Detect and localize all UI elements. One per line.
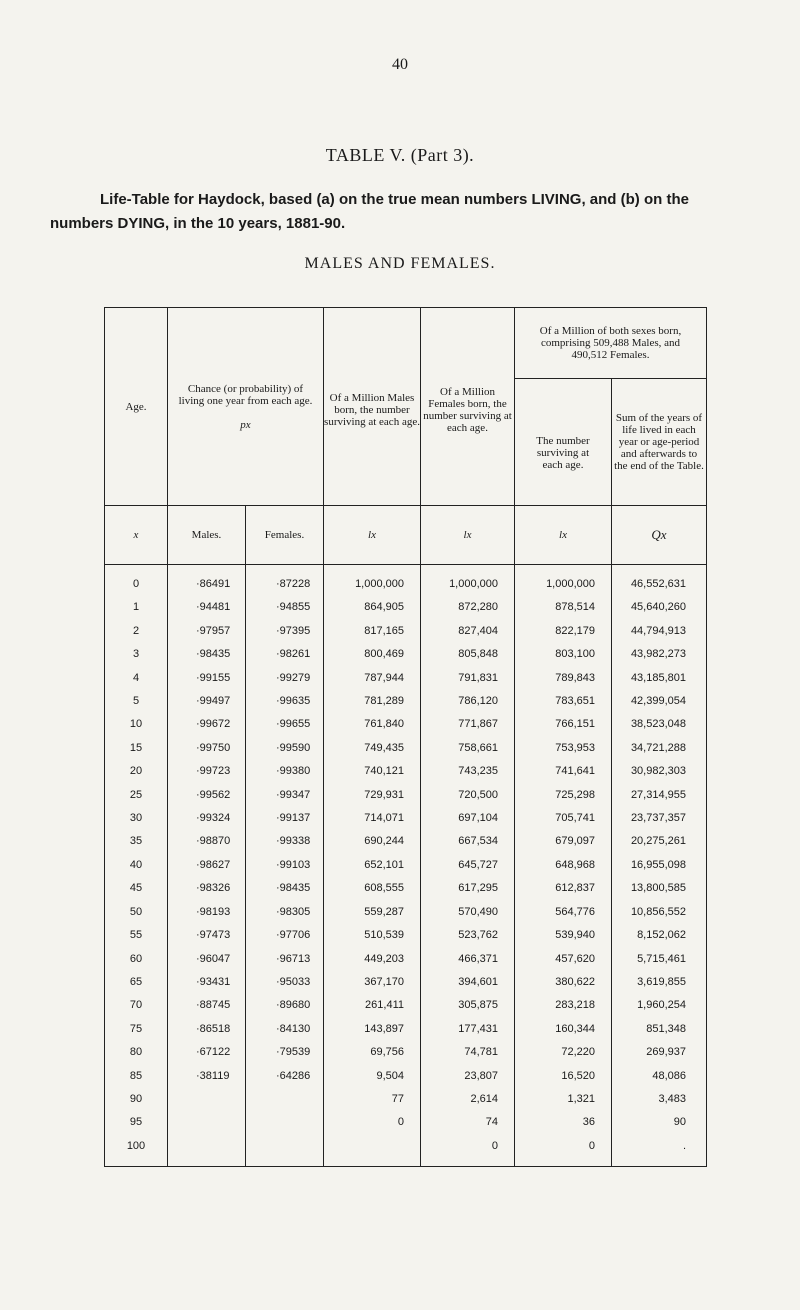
cell-survivors-males: 740,121 — [324, 760, 421, 783]
cell-chance-males: ·99497 — [168, 690, 246, 713]
cell-sum-years: 34,721,288 — [612, 737, 707, 760]
cell-chance-males: ·67122 — [168, 1041, 246, 1064]
cell-chance-males: ·86518 — [168, 1018, 246, 1041]
cell-age: 4 — [105, 667, 168, 690]
cell-age: 2 — [105, 620, 168, 643]
cell-survivors-both: 705,741 — [515, 807, 612, 830]
cell-age: 70 — [105, 994, 168, 1017]
cell-survivors-both: 725,298 — [515, 784, 612, 807]
cell-survivors-females: 74 — [421, 1111, 515, 1134]
cell-survivors-females: 771,867 — [421, 713, 515, 736]
cell-survivors-males: 1,000,000 — [324, 565, 421, 597]
cell-chance-males: ·98193 — [168, 901, 246, 924]
cell-survivors-males: 510,539 — [324, 924, 421, 947]
cell-chance-males: ·88745 — [168, 994, 246, 1017]
cell-age: 0 — [105, 565, 168, 597]
cell-sum-years: 16,955,098 — [612, 854, 707, 877]
cell-survivors-females: 667,534 — [421, 830, 515, 853]
cell-survivors-males — [324, 1135, 421, 1167]
cell-survivors-both: 72,220 — [515, 1041, 612, 1064]
header-symbol-x: x — [105, 506, 168, 565]
cell-chance-females: ·79539 — [246, 1041, 324, 1064]
table-row — [105, 948, 707, 971]
table-row — [105, 971, 707, 994]
cell-sum-years: 30,982,303 — [612, 760, 707, 783]
cell-sum-years: 48,086 — [612, 1065, 707, 1088]
cell-survivors-males: 9,504 — [324, 1065, 421, 1088]
cell-age: 30 — [105, 807, 168, 830]
table-row — [105, 1041, 707, 1064]
cell-chance-males: ·97957 — [168, 620, 246, 643]
cell-chance-males: ·99562 — [168, 784, 246, 807]
cell-chance-females: ·99590 — [246, 737, 324, 760]
section-heading: MALES AND FEMALES. — [304, 255, 496, 272]
header-females-million: Of a Million Females born, the number surviving at each age. — [421, 308, 515, 506]
cell-sum-years: 38,523,048 — [612, 713, 707, 736]
table-row — [105, 690, 707, 713]
cell-chance-males: ·97473 — [168, 924, 246, 947]
cell-chance-males: ·98870 — [168, 830, 246, 853]
cell-survivors-males: 367,170 — [324, 971, 421, 994]
cell-chance-females — [246, 1111, 324, 1134]
cell-chance-females: ·95033 — [246, 971, 324, 994]
cell-chance-males: ·99750 — [168, 737, 246, 760]
cell-sum-years: 269,937 — [612, 1041, 707, 1064]
cell-chance-females — [246, 1135, 324, 1167]
cell-chance-females: ·64286 — [246, 1065, 324, 1088]
header-symbol-lx-females: lx — [421, 506, 515, 565]
cell-age: 90 — [105, 1088, 168, 1111]
cell-age: 3 — [105, 643, 168, 666]
cell-survivors-both: 36 — [515, 1111, 612, 1134]
cell-sum-years: 42,399,054 — [612, 690, 707, 713]
cell-survivors-males: 652,101 — [324, 854, 421, 877]
table-row — [105, 620, 707, 643]
cell-age: 35 — [105, 830, 168, 853]
cell-survivors-females: 786,120 — [421, 690, 515, 713]
cell-chance-females: ·89680 — [246, 994, 324, 1017]
cell-survivors-both: 878,514 — [515, 596, 612, 619]
cell-sum-years: 44,794,913 — [612, 620, 707, 643]
cell-sum-years: 20,275,261 — [612, 830, 707, 853]
cell-sum-years: 13,800,585 — [612, 877, 707, 900]
cell-survivors-both: 539,940 — [515, 924, 612, 947]
cell-sum-years: 1,960,254 — [612, 994, 707, 1017]
cell-chance-males — [168, 1111, 246, 1134]
cell-age: 65 — [105, 971, 168, 994]
cell-chance-females: ·99380 — [246, 760, 324, 783]
cell-chance-females: ·99347 — [246, 784, 324, 807]
header-chance — [168, 308, 324, 506]
cell-survivors-both: 0 — [515, 1135, 612, 1167]
table-row — [105, 737, 707, 760]
table-row — [105, 854, 707, 877]
cell-chance-females: ·99338 — [246, 830, 324, 853]
cell-chance-females: ·84130 — [246, 1018, 324, 1041]
cell-age: 20 — [105, 760, 168, 783]
cell-chance-males — [168, 1088, 246, 1111]
table-row — [105, 713, 707, 736]
cell-chance-males: ·93431 — [168, 971, 246, 994]
cell-chance-males: ·98627 — [168, 854, 246, 877]
cell-survivors-males: 714,071 — [324, 807, 421, 830]
cell-survivors-females: 2,614 — [421, 1088, 515, 1111]
cell-sum-years: 851,348 — [612, 1018, 707, 1041]
cell-chance-males: ·86491 — [168, 565, 246, 597]
table-title: TABLE V. (Part 3). — [325, 145, 475, 165]
cell-survivors-both: 1,321 — [515, 1088, 612, 1111]
cell-chance-females: ·99137 — [246, 807, 324, 830]
cell-survivors-both: 564,776 — [515, 901, 612, 924]
table-row — [105, 924, 707, 947]
cell-survivors-both: 803,100 — [515, 643, 612, 666]
cell-chance-females: ·98435 — [246, 877, 324, 900]
cell-survivors-females: 394,601 — [421, 971, 515, 994]
cell-chance-females: ·87228 — [246, 565, 324, 597]
cell-survivors-both: 283,218 — [515, 994, 612, 1017]
cell-age: 50 — [105, 901, 168, 924]
cell-chance-females: ·98305 — [246, 901, 324, 924]
table-row — [105, 596, 707, 619]
cell-age: 25 — [105, 784, 168, 807]
cell-sum-years: 23,737,357 — [612, 807, 707, 830]
cell-survivors-males: 729,931 — [324, 784, 421, 807]
cell-survivors-both: 753,953 — [515, 737, 612, 760]
cell-survivors-females: 617,295 — [421, 877, 515, 900]
cell-age: 15 — [105, 737, 168, 760]
cell-survivors-both: 766,151 — [515, 713, 612, 736]
cell-sum-years: 3,619,855 — [612, 971, 707, 994]
cell-survivors-females: 645,727 — [421, 854, 515, 877]
header-number-surviving: The number surviving at each age. — [515, 379, 612, 506]
cell-survivors-both: 380,622 — [515, 971, 612, 994]
cell-survivors-both: 783,651 — [515, 690, 612, 713]
table-row — [105, 565, 707, 597]
cell-age: 55 — [105, 924, 168, 947]
cell-survivors-females: 74,781 — [421, 1041, 515, 1064]
cell-chance-females: ·96713 — [246, 948, 324, 971]
cell-survivors-both: 679,097 — [515, 830, 612, 853]
table-row — [105, 1088, 707, 1111]
cell-chance-females: ·98261 — [246, 643, 324, 666]
cell-survivors-females: 827,404 — [421, 620, 515, 643]
table-subtitle: Life-Table for Haydock, based (a) on the true mean numbers LIVING, and (b) on the numbers DYING, in the 10 years, 1881-90. — [50, 191, 689, 232]
cell-chance-females: ·97706 — [246, 924, 324, 947]
cell-survivors-females: 743,235 — [421, 760, 515, 783]
table-row — [105, 1135, 707, 1167]
cell-survivors-males: 608,555 — [324, 877, 421, 900]
cell-survivors-males: 781,289 — [324, 690, 421, 713]
cell-survivors-females: 466,371 — [421, 948, 515, 971]
cell-survivors-females: 570,490 — [421, 901, 515, 924]
cell-chance-males: ·98435 — [168, 643, 246, 666]
cell-chance-females: ·99279 — [246, 667, 324, 690]
cell-age: 85 — [105, 1065, 168, 1088]
cell-survivors-females: 177,431 — [421, 1018, 515, 1041]
cell-age: 1 — [105, 596, 168, 619]
cell-chance-males: ·99672 — [168, 713, 246, 736]
cell-survivors-both: 648,968 — [515, 854, 612, 877]
cell-sum-years: . — [612, 1135, 707, 1167]
table-row — [105, 1065, 707, 1088]
table-row — [105, 643, 707, 666]
header-age: Age. — [105, 308, 168, 506]
cell-chance-males — [168, 1135, 246, 1167]
cell-survivors-females: 758,661 — [421, 737, 515, 760]
cell-survivors-females: 872,280 — [421, 596, 515, 619]
cell-survivors-males: 749,435 — [324, 737, 421, 760]
cell-survivors-females: 23,807 — [421, 1065, 515, 1088]
cell-survivors-both: 16,520 — [515, 1065, 612, 1088]
cell-survivors-females: 1,000,000 — [421, 565, 515, 597]
cell-age: 100 — [105, 1135, 168, 1167]
cell-age: 75 — [105, 1018, 168, 1041]
cell-survivors-females: 805,848 — [421, 643, 515, 666]
cell-sum-years: 46,552,631 — [612, 565, 707, 597]
cell-survivors-males: 800,469 — [324, 643, 421, 666]
cell-survivors-males: 817,165 — [324, 620, 421, 643]
cell-survivors-both: 457,620 — [515, 948, 612, 971]
table-row — [105, 830, 707, 853]
header-sum-years: Sum of the years of life lived in each year or age-period and afterwards to the end of the Table. — [612, 379, 707, 506]
cell-age: 95 — [105, 1111, 168, 1134]
table-row — [105, 877, 707, 900]
table-row — [105, 994, 707, 1017]
header-chance-symbol: px — [240, 418, 251, 431]
cell-survivors-males: 690,244 — [324, 830, 421, 853]
table-row — [105, 1018, 707, 1041]
table-row — [105, 760, 707, 783]
cell-chance-males: ·96047 — [168, 948, 246, 971]
cell-age: 45 — [105, 877, 168, 900]
cell-age: 10 — [105, 713, 168, 736]
cell-survivors-both: 612,837 — [515, 877, 612, 900]
cell-survivors-both: 789,843 — [515, 667, 612, 690]
cell-survivors-males: 787,944 — [324, 667, 421, 690]
cell-survivors-both: 160,344 — [515, 1018, 612, 1041]
cell-survivors-females: 720,500 — [421, 784, 515, 807]
cell-survivors-females: 697,104 — [421, 807, 515, 830]
cell-sum-years: 3,483 — [612, 1088, 707, 1111]
life-table — [104, 307, 707, 1167]
cell-chance-males: ·99155 — [168, 667, 246, 690]
cell-survivors-males: 864,905 — [324, 596, 421, 619]
cell-survivors-males: 559,287 — [324, 901, 421, 924]
cell-chance-females: ·99103 — [246, 854, 324, 877]
cell-sum-years: 45,640,260 — [612, 596, 707, 619]
header-males-million: Of a Million Males born, the number surviving at each age. — [324, 308, 421, 506]
cell-chance-males: ·98326 — [168, 877, 246, 900]
page-number: 40 — [392, 56, 408, 73]
header-symbol-qx: Qx — [612, 506, 707, 565]
cell-age: 80 — [105, 1041, 168, 1064]
cell-survivors-males: 0 — [324, 1111, 421, 1134]
cell-sum-years: 8,152,062 — [612, 924, 707, 947]
header-symbol-females: Females. — [246, 506, 324, 565]
cell-survivors-males: 449,203 — [324, 948, 421, 971]
cell-chance-females: ·99635 — [246, 690, 324, 713]
cell-sum-years: 27,314,955 — [612, 784, 707, 807]
header-symbol-lx-both: lx — [515, 506, 612, 565]
cell-chance-females — [246, 1088, 324, 1111]
cell-chance-males: ·38119 — [168, 1065, 246, 1088]
header-symbol-lx-males: lx — [324, 506, 421, 565]
cell-chance-males: ·99723 — [168, 760, 246, 783]
header-both-sexes: Of a Million of both sexes born, comprising 509,488 Males, and 490,512 Females. — [515, 308, 707, 379]
cell-survivors-males: 69,756 — [324, 1041, 421, 1064]
cell-age: 5 — [105, 690, 168, 713]
cell-survivors-males: 761,840 — [324, 713, 421, 736]
cell-survivors-males: 143,897 — [324, 1018, 421, 1041]
cell-survivors-females: 0 — [421, 1135, 515, 1167]
cell-age: 40 — [105, 854, 168, 877]
table-row — [105, 1111, 707, 1134]
cell-sum-years: 43,982,273 — [612, 643, 707, 666]
cell-sum-years: 90 — [612, 1111, 707, 1134]
cell-survivors-both: 741,641 — [515, 760, 612, 783]
cell-sum-years: 43,185,801 — [612, 667, 707, 690]
cell-survivors-males: 77 — [324, 1088, 421, 1111]
header-chance-text: Chance (or probability) of living one year from each age. — [178, 382, 313, 407]
cell-survivors-males: 261,411 — [324, 994, 421, 1017]
table-row — [105, 901, 707, 924]
header-symbol-males: Males. — [168, 506, 246, 565]
table-row — [105, 667, 707, 690]
cell-age: 60 — [105, 948, 168, 971]
table-row — [105, 807, 707, 830]
cell-chance-females: ·94855 — [246, 596, 324, 619]
table-row — [105, 784, 707, 807]
cell-chance-females: ·99655 — [246, 713, 324, 736]
cell-survivors-females: 523,762 — [421, 924, 515, 947]
cell-survivors-females: 791,831 — [421, 667, 515, 690]
cell-chance-males: ·99324 — [168, 807, 246, 830]
cell-survivors-both: 1,000,000 — [515, 565, 612, 597]
cell-chance-males: ·94481 — [168, 596, 246, 619]
cell-chance-females: ·97395 — [246, 620, 324, 643]
cell-sum-years: 10,856,552 — [612, 901, 707, 924]
cell-survivors-females: 305,875 — [421, 994, 515, 1017]
cell-sum-years: 5,715,461 — [612, 948, 707, 971]
cell-survivors-both: 822,179 — [515, 620, 612, 643]
